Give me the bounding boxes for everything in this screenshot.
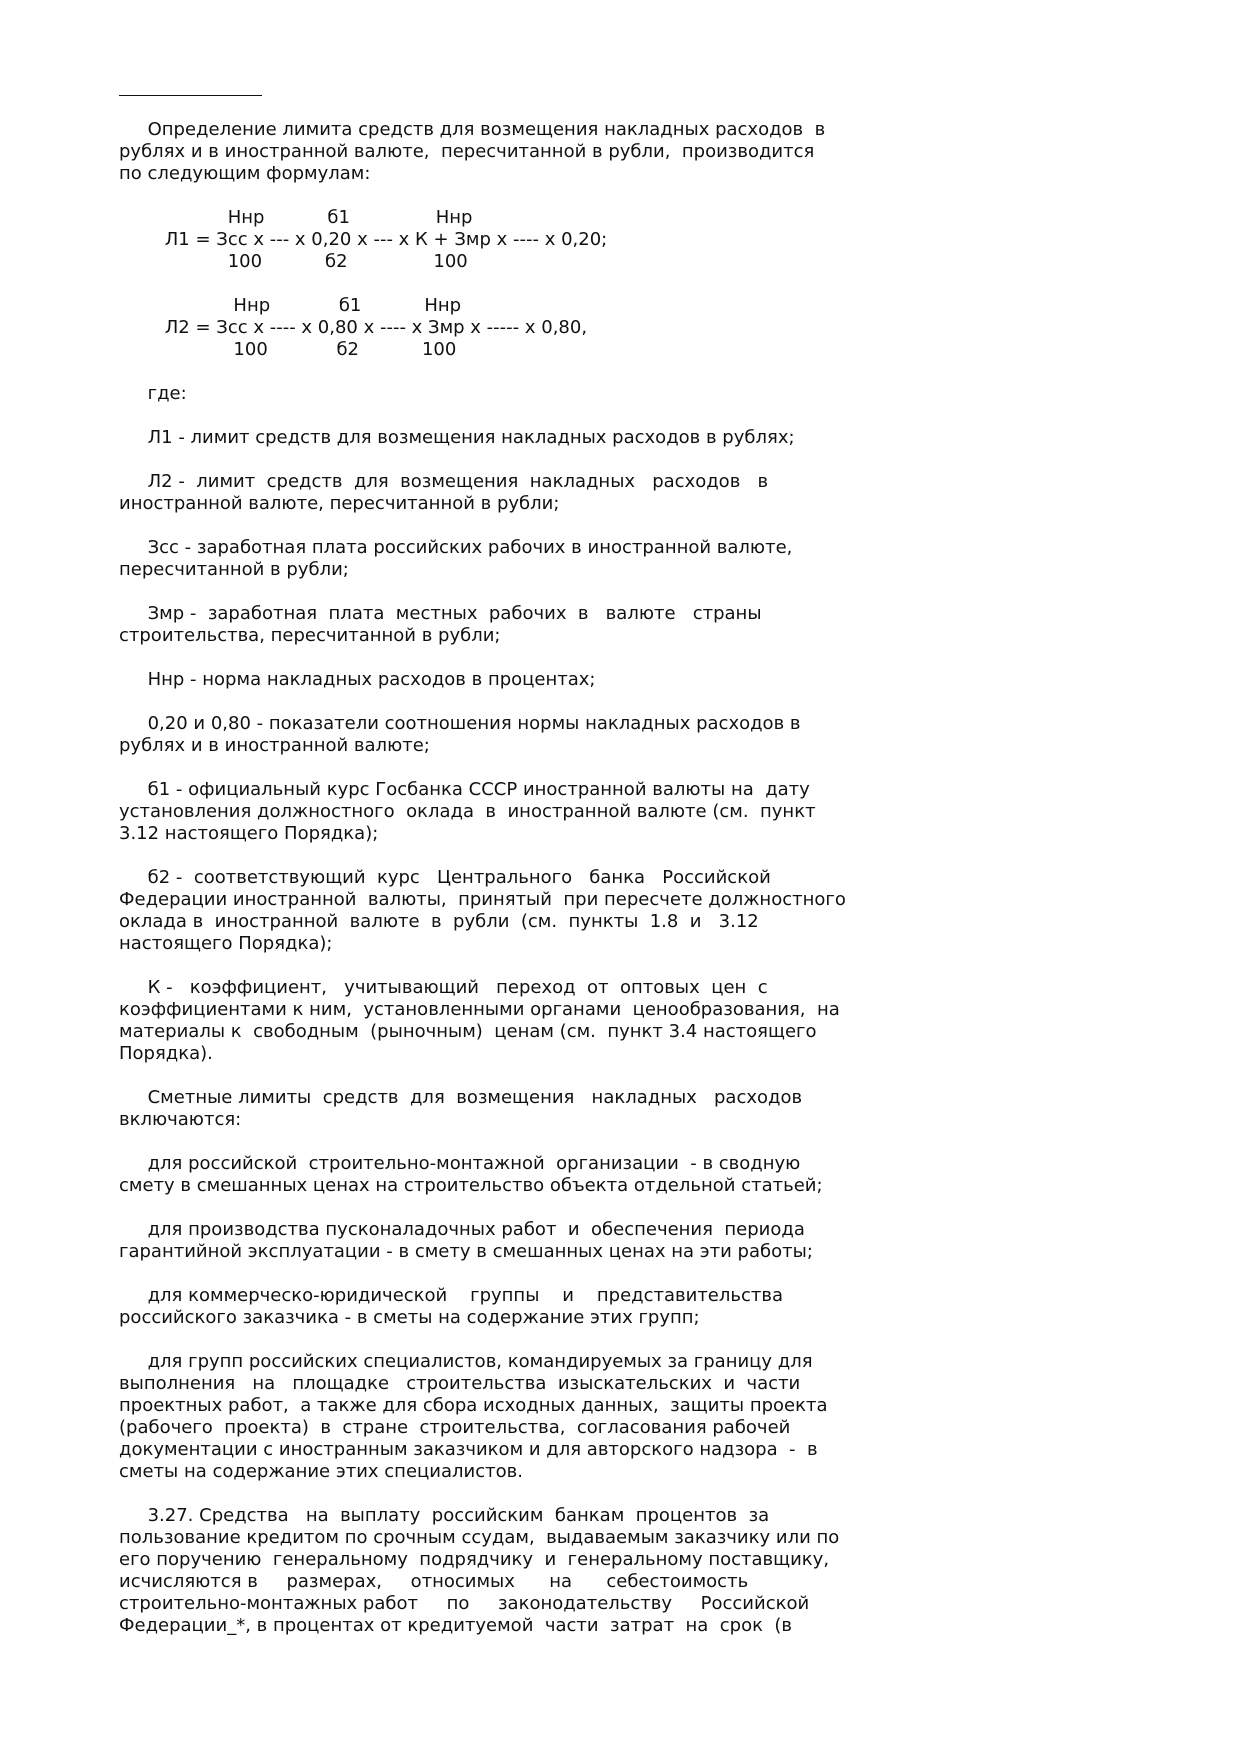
spacer — [119, 1483, 1119, 1505]
definition-b1: б1 - официальный курс Госбанка СССР иностранной валюты на дату установления должностного оклада в иностранной валюте (см. пункт 3.12 настоящего Порядка); — [119, 779, 816, 844]
spacer — [119, 273, 1119, 295]
definition-ratio: 0,20 и 0,80 - показатели соотношения нормы накладных расходов в рублях и в иностранной валюте; — [119, 713, 801, 756]
spacer — [119, 1131, 1119, 1153]
spacer — [119, 1263, 1119, 1285]
limits-item-4: для групп российских специалистов, командируемых за границу для выполнения на площадке строительства изыскательских и части проектных работ, а также для сбора исходных данных, защиты проекта (рабочего проекта) в стране строительства, согласования рабочей документации с иностранным заказчиком и для авторского надзора - в сметы на содержание этих специалистов. — [119, 1351, 828, 1482]
intro-paragraph: Определение лимита средств для возмещения накладных расходов в рублях и в иностранной валюте, пересчитанной в рубли, производится по следующим формулам: — [119, 119, 826, 184]
paragraph-3-27: 3.27. Средства на выплату российским банкам процентов за пользование кредитом по срочным ссудам, выдаваемым заказчику или по его поручению генеральному подрядчику и генеральному поставщику, исчисляются в размерах, относимых на себестоимость строительно-монтажных работ по законодательству Российской Федерации_*, в процентах от кредитуемой части затрат на срок (в — [119, 1505, 840, 1636]
definition-k: К - коэффициент, учитывающий переход от оптовых цен с коэффициентами к ним, установленными органами ценообразования, на материалы к свободным (рыночным) ценам (см. пункт 3.4 настоящего Порядка). — [119, 977, 840, 1064]
definition-l1: Л1 - лимит средств для возмещения накладных расходов в рублях; — [119, 427, 795, 448]
spacer — [119, 757, 1119, 779]
definition-zmr: Змр - заработная плата местных рабочих в валюте страны строительства, пересчитанной в рубли; — [119, 603, 762, 646]
spacer — [119, 449, 1119, 471]
spacer — [119, 647, 1119, 669]
formula-l2: Ннр б1 Ннр Л2 = Зсс х ---- х 0,80 х ---- х Змр х ----- х 0,80, 100 б2 100 — [164, 295, 588, 360]
definition-b2: б2 - соответствующий курс Центрального банка Российской Федерации иностранной валюты, принятый при пересчете должностного оклада в иностранной валюте в рубли (см. пункты 1.8 и 3.12 настоящего Порядка); — [119, 867, 846, 954]
definition-nnr: Ннр - норма накладных расходов в процентах; — [119, 669, 596, 690]
spacer — [119, 955, 1119, 977]
where-label: где: — [119, 383, 187, 404]
definition-l2: Л2 - лимит средств для возмещения накладных расходов в иностранной валюте, пересчитанной в рубли; — [119, 471, 769, 514]
formula-l1: Ннр б1 Ннр Л1 = Зсс х --- х 0,20 х --- х К + Змр х ---- х 0,20; 100 б2 100 — [164, 207, 608, 272]
limits-item-1: для российской строительно-монтажной организации - в сводную смету в смешанных ценах на строительство объекта отдельной статьей; — [119, 1153, 823, 1196]
limits-item-3: для коммерческо-юридической группы и представительства российского заказчика - в сметы на содержание этих групп; — [119, 1285, 784, 1328]
spacer — [119, 1329, 1119, 1351]
spacer — [119, 515, 1119, 537]
limits-item-2: для производства пусконаладочных работ и обеспечения периода гарантийной эксплуатации - в смету в смешанных ценах на эти работы; — [119, 1219, 813, 1262]
document-page — [119, 95, 1119, 1637]
spacer — [119, 581, 1119, 603]
spacer — [119, 845, 1119, 867]
definition-zss: Зсс - заработная плата российских рабочих в иностранной валюте, пересчитанной в рубли; — [119, 537, 793, 580]
spacer — [119, 405, 1119, 427]
limits-intro: Сметные лимиты средств для возмещения накладных расходов включаются: — [119, 1087, 803, 1130]
spacer — [119, 361, 1119, 383]
spacer — [119, 1197, 1119, 1219]
spacer — [119, 691, 1119, 713]
spacer — [119, 185, 1119, 207]
spacer — [119, 1065, 1119, 1087]
footnote-rule — [119, 95, 262, 96]
